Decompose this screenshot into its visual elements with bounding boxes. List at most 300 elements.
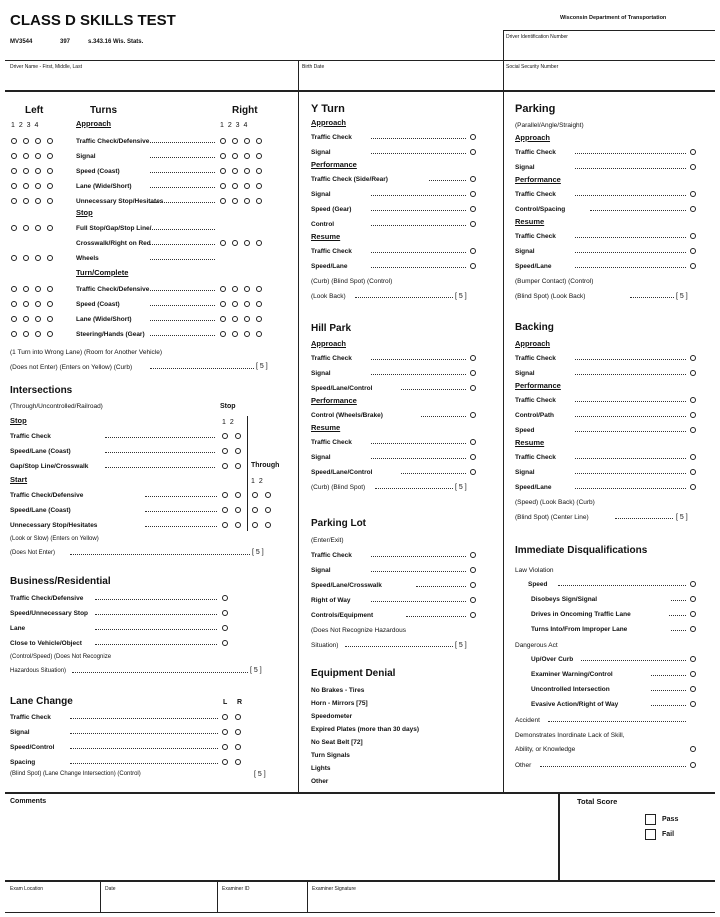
score-bubble[interactable] <box>47 301 53 307</box>
turns-item: Unnecessary Stop/Hesitates <box>76 198 164 205</box>
score-bubble[interactable] <box>470 454 476 460</box>
score-bubble[interactable] <box>35 183 41 189</box>
score-bubble[interactable] <box>220 316 226 322</box>
score-bubble[interactable] <box>11 225 17 231</box>
business-item: Speed/Unnecessary Stop <box>10 610 89 617</box>
parking-lot-subtitle: (Enter/Exit) <box>311 537 344 544</box>
parking-lot-item: Controls/Equipment <box>311 612 374 619</box>
turns-stop-header: Stop <box>76 208 93 217</box>
divider <box>307 882 308 912</box>
score-bubble[interactable] <box>690 191 696 197</box>
law-violation-item: Drives in Oncoming Traffic Lane <box>531 611 631 618</box>
score-bubble[interactable] <box>35 225 41 231</box>
left-columns: 1 2 3 4 <box>11 122 39 129</box>
score-bubble[interactable] <box>222 640 228 646</box>
leader <box>590 205 686 211</box>
score-bubble[interactable] <box>235 448 241 454</box>
intersections-note-1: (Look or Slow) (Enters on Yellow) <box>10 536 99 542</box>
score-bubble[interactable] <box>47 138 53 144</box>
driver-name-field[interactable] <box>10 72 294 88</box>
score-bubble[interactable] <box>23 286 29 292</box>
parking-lot-item: Traffic Check <box>311 552 352 559</box>
score-bubble[interactable] <box>244 286 250 292</box>
parking-subtitle: (Parallel/Angle/Straight) <box>515 122 584 129</box>
score-bubble[interactable] <box>47 153 53 159</box>
score-bubble[interactable] <box>222 448 228 454</box>
dangerous-act-label: Dangerous Act <box>515 642 558 649</box>
equipment-item: Other <box>311 778 329 785</box>
score-bubble[interactable] <box>222 729 228 735</box>
score-bubble[interactable] <box>11 316 17 322</box>
leader <box>72 667 248 673</box>
driver-id-field[interactable] <box>506 42 711 58</box>
leader <box>371 354 466 360</box>
agency-name: Wisconsin Department of Transportation <box>560 15 667 21</box>
score-bubble[interactable] <box>256 286 262 292</box>
score-bubble[interactable] <box>690 671 696 677</box>
backing-note-1: (Speed) (Look Back) (Curb) <box>515 499 595 506</box>
leader <box>150 363 254 369</box>
y-turn-score: [ 5 ] <box>455 293 467 300</box>
equipment-item: No Brakes - Tires <box>311 687 365 694</box>
score-bubble[interactable] <box>235 714 241 720</box>
inordinate-label-1: Demonstrates Inordinate Lack of Skill, <box>515 732 625 739</box>
leader <box>651 700 686 706</box>
y-turn-title: Y Turn <box>311 103 345 115</box>
leader <box>671 595 686 601</box>
score-bubble[interactable] <box>690 581 696 587</box>
intersections-subtitle: (Through/Uncontrolled/Railroad) <box>10 403 103 410</box>
score-bubble[interactable] <box>256 331 262 337</box>
parking-lot-title: Parking Lot <box>311 518 367 529</box>
score-bubble[interactable] <box>47 255 53 261</box>
score-bubble[interactable] <box>256 316 262 322</box>
leader <box>421 411 466 417</box>
divider <box>5 912 715 913</box>
score-bubble[interactable] <box>690 701 696 707</box>
score-bubble[interactable] <box>220 138 226 144</box>
score-bubble[interactable] <box>23 301 29 307</box>
leader <box>371 133 466 139</box>
score-bubble[interactable] <box>11 168 17 174</box>
score-bubble[interactable] <box>222 492 228 498</box>
score-bubble[interactable] <box>470 439 476 445</box>
score-bubble[interactable] <box>690 626 696 632</box>
score-bubble[interactable] <box>265 507 271 513</box>
hill-park-performance-header: Performance <box>311 396 357 405</box>
business-score: [ 5 ] <box>250 667 262 674</box>
column-divider <box>247 416 248 531</box>
score-bubble[interactable] <box>690 412 696 418</box>
parking-item: Traffic Check <box>515 233 556 240</box>
birth-date-field[interactable] <box>302 72 498 88</box>
score-bubble[interactable] <box>252 507 258 513</box>
score-bubble[interactable] <box>35 255 41 261</box>
score-bubble[interactable] <box>470 612 476 618</box>
score-bubble[interactable] <box>256 240 262 246</box>
fail-checkbox[interactable] <box>645 829 656 840</box>
score-bubble[interactable] <box>690 454 696 460</box>
equipment-item: Horn - Mirrors [75] <box>311 700 368 707</box>
lane-change-score: [ 5 ] <box>254 771 266 778</box>
score-bubble[interactable] <box>232 331 238 337</box>
score-bubble[interactable] <box>232 301 238 307</box>
turns-item: Steering/Hands (Gear) <box>76 331 145 338</box>
score-bubble[interactable] <box>470 552 476 558</box>
y-turn-item: Control <box>311 221 335 228</box>
score-bubble[interactable] <box>244 301 250 307</box>
hill-park-note: (Curb) (Blind Spot) <box>311 484 366 491</box>
score-bubble[interactable] <box>47 286 53 292</box>
lane-change-item: Signal <box>10 729 30 736</box>
score-bubble[interactable] <box>11 286 17 292</box>
equipment-item: Expired Plates (more than 30 days) <box>311 726 420 733</box>
dangerous-act-item: Evasive Action/Right of Way <box>531 701 619 708</box>
turns-item: Crosswalk/Right on Red <box>76 240 151 247</box>
score-bubble[interactable] <box>220 168 226 174</box>
score-bubble[interactable] <box>244 183 250 189</box>
score-bubble[interactable] <box>235 522 241 528</box>
score-bubble[interactable] <box>23 225 29 231</box>
score-bubble[interactable] <box>232 138 238 144</box>
equipment-title: Equipment Denial <box>311 668 396 679</box>
comments-label: Comments <box>10 798 47 805</box>
turns-item: Traffic Check/Defensive <box>76 286 150 293</box>
score-bubble[interactable] <box>220 331 226 337</box>
pass-checkbox[interactable] <box>645 814 656 825</box>
law-violation-label: Law Violation <box>515 567 554 574</box>
backing-item: Speed/Lane <box>515 484 552 491</box>
score-bubble[interactable] <box>47 183 53 189</box>
right-columns: 1 2 3 4 <box>220 122 248 129</box>
leader <box>575 369 686 375</box>
score-bubble[interactable] <box>256 198 262 204</box>
score-bubble[interactable] <box>222 744 228 750</box>
turns-approach-header: Approach <box>76 119 112 128</box>
intersection-start-item: Unnecessary Stop/Hesitates <box>10 522 98 529</box>
parking-item: Signal <box>515 164 535 171</box>
driver-id-label: Driver Identification Number <box>506 34 568 40</box>
date-label: Date <box>105 886 116 892</box>
score-bubble[interactable] <box>256 183 262 189</box>
leader <box>375 483 453 489</box>
score-bubble[interactable] <box>23 138 29 144</box>
score-bubble[interactable] <box>35 138 41 144</box>
score-bubble[interactable] <box>470 582 476 588</box>
score-bubble[interactable] <box>11 331 17 337</box>
score-bubble[interactable] <box>23 168 29 174</box>
score-bubble[interactable] <box>244 138 250 144</box>
score-bubble[interactable] <box>470 370 476 376</box>
score-bubble[interactable] <box>252 522 258 528</box>
ssn-field[interactable] <box>506 72 711 88</box>
score-bubble[interactable] <box>35 153 41 159</box>
leader <box>371 596 466 602</box>
score-bubble[interactable] <box>256 301 262 307</box>
score-bubble[interactable] <box>690 149 696 155</box>
score-bubble[interactable] <box>690 355 696 361</box>
score-bubble[interactable] <box>11 301 17 307</box>
backing-item: Signal <box>515 370 535 377</box>
score-bubble[interactable] <box>220 183 226 189</box>
hill-park-item: Traffic Check <box>311 439 352 446</box>
law-violation-item: Speed <box>528 581 548 588</box>
score-bubble[interactable] <box>244 168 250 174</box>
leader <box>150 197 215 203</box>
score-bubble[interactable] <box>220 153 226 159</box>
divider <box>5 60 715 61</box>
leader <box>150 239 215 245</box>
score-bubble[interactable] <box>690 164 696 170</box>
total-score-label: Total Score <box>577 797 618 806</box>
leader <box>581 655 686 661</box>
business-item: Traffic Check/Defensive <box>10 595 84 602</box>
score-bubble[interactable] <box>35 301 41 307</box>
dangerous-act-item: Up/Over Curb <box>531 656 574 663</box>
score-bubble[interactable] <box>690 762 696 768</box>
score-bubble[interactable] <box>470 469 476 475</box>
score-bubble[interactable] <box>23 153 29 159</box>
score-bubble[interactable] <box>470 412 476 418</box>
leader <box>575 247 686 253</box>
score-bubble[interactable] <box>265 492 271 498</box>
score-bubble[interactable] <box>690 206 696 212</box>
score-bubble[interactable] <box>222 759 228 765</box>
law-violation-item: Turns Into/From Improper Lane <box>531 626 628 633</box>
score-bubble[interactable] <box>47 331 53 337</box>
score-bubble[interactable] <box>690 263 696 269</box>
equipment-item: Lights <box>311 765 331 772</box>
score-bubble[interactable] <box>690 656 696 662</box>
score-bubble[interactable] <box>232 153 238 159</box>
exam-location-label: Exam Location <box>10 886 44 892</box>
intersection-start-item: Traffic Check/Defensive <box>10 492 84 499</box>
intersections-start-header: Start <box>10 475 28 484</box>
score-bubble[interactable] <box>35 168 41 174</box>
parking-item: Signal <box>515 248 535 255</box>
leader <box>371 369 466 375</box>
score-bubble[interactable] <box>222 507 228 513</box>
score-bubble[interactable] <box>470 206 476 212</box>
turns-note-1: (1 Turn into Wrong Lane) (Room for Another Vehicle) <box>10 349 162 356</box>
score-bubble[interactable] <box>220 198 226 204</box>
score-bubble[interactable] <box>256 138 262 144</box>
score-bubble[interactable] <box>690 370 696 376</box>
score-bubble[interactable] <box>690 484 696 490</box>
score-bubble[interactable] <box>222 714 228 720</box>
form-title: CLASS D SKILLS TEST <box>10 12 176 29</box>
score-bubble[interactable] <box>222 625 228 631</box>
parking-note-2: (Blind Spot) (Look Back) <box>515 293 586 300</box>
score-bubble[interactable] <box>244 316 250 322</box>
score-bubble[interactable] <box>232 198 238 204</box>
score-bubble[interactable] <box>235 507 241 513</box>
divider <box>558 792 560 880</box>
score-bubble[interactable] <box>470 149 476 155</box>
score-bubble[interactable] <box>232 316 238 322</box>
score-bubble[interactable] <box>235 729 241 735</box>
score-bubble[interactable] <box>35 331 41 337</box>
intersections-stop-header: Stop <box>10 416 27 425</box>
backing-item: Traffic Check <box>515 397 556 404</box>
score-bubble[interactable] <box>23 316 29 322</box>
turns-header: Turns <box>90 105 118 116</box>
leader <box>371 205 466 211</box>
score-bubble[interactable] <box>470 248 476 254</box>
score-bubble[interactable] <box>265 522 271 528</box>
score-bubble[interactable] <box>11 153 17 159</box>
stop-column-numbers: 1 2 <box>222 419 234 426</box>
leader <box>558 580 686 586</box>
leader <box>150 152 215 158</box>
y-turn-item: Signal <box>311 149 331 156</box>
column-divider <box>503 92 504 792</box>
intersection-stop-item: Gap/Stop Line/Crosswalk <box>10 463 89 470</box>
score-bubble[interactable] <box>232 168 238 174</box>
hill-park-item: Traffic Check <box>311 355 352 362</box>
leader <box>416 581 466 587</box>
score-bubble[interactable] <box>222 522 228 528</box>
score-bubble[interactable] <box>235 463 241 469</box>
score-bubble[interactable] <box>220 240 226 246</box>
score-bubble[interactable] <box>222 433 228 439</box>
score-bubble[interactable] <box>690 611 696 617</box>
score-bubble[interactable] <box>470 385 476 391</box>
parking-item: Speed/Lane <box>515 263 552 270</box>
score-bubble[interactable] <box>35 286 41 292</box>
score-bubble[interactable] <box>470 176 476 182</box>
lane-change-item: Speed/Control <box>10 744 55 751</box>
score-bubble[interactable] <box>244 331 250 337</box>
score-bubble[interactable] <box>232 183 238 189</box>
score-bubble[interactable] <box>690 686 696 692</box>
score-bubble[interactable] <box>235 433 241 439</box>
score-bubble[interactable] <box>23 183 29 189</box>
score-bubble[interactable] <box>220 301 226 307</box>
score-bubble[interactable] <box>47 225 53 231</box>
score-bubble[interactable] <box>11 138 17 144</box>
score-bubble[interactable] <box>470 597 476 603</box>
score-bubble[interactable] <box>47 198 53 204</box>
leader <box>575 453 686 459</box>
lane-change-r: R <box>237 699 243 706</box>
score-bubble[interactable] <box>690 746 696 752</box>
score-bubble[interactable] <box>23 255 29 261</box>
score-bubble[interactable] <box>690 248 696 254</box>
score-bubble[interactable] <box>47 168 53 174</box>
score-bubble[interactable] <box>11 198 17 204</box>
backing-item: Control/Path <box>515 412 554 419</box>
y-turn-item: Speed/Lane <box>311 263 348 270</box>
score-bubble[interactable] <box>690 233 696 239</box>
turns-item: Lane (Wide/Short) <box>76 183 132 190</box>
score-bubble[interactable] <box>23 198 29 204</box>
leader <box>371 190 466 196</box>
turns-complete-header: Turn/Complete <box>76 268 129 277</box>
score-bubble[interactable] <box>244 240 250 246</box>
leader <box>371 262 466 268</box>
score-bubble[interactable] <box>235 744 241 750</box>
score-bubble[interactable] <box>222 595 228 601</box>
score-bubble[interactable] <box>252 492 258 498</box>
score-bubble[interactable] <box>222 610 228 616</box>
score-bubble[interactable] <box>11 183 17 189</box>
score-bubble[interactable] <box>690 397 696 403</box>
leader <box>145 521 217 527</box>
leader <box>95 594 217 600</box>
lane-change-title: Lane Change <box>10 696 73 707</box>
leader <box>371 551 466 557</box>
score-bubble[interactable] <box>222 463 228 469</box>
parking-approach-header: Approach <box>515 133 551 142</box>
score-bubble[interactable] <box>11 255 17 261</box>
score-bubble[interactable] <box>470 355 476 361</box>
comments-field[interactable] <box>10 808 555 878</box>
dangerous-act-item: Uncontrolled Intersection <box>531 686 610 693</box>
leader <box>651 670 686 676</box>
score-bubble[interactable] <box>690 596 696 602</box>
intersections-score: [ 5 ] <box>252 549 264 556</box>
score-bubble[interactable] <box>232 286 238 292</box>
divider <box>5 792 715 794</box>
score-bubble[interactable] <box>690 427 696 433</box>
y-turn-item: Traffic Check <box>311 248 352 255</box>
score-bubble[interactable] <box>256 168 262 174</box>
score-bubble[interactable] <box>244 153 250 159</box>
score-bubble[interactable] <box>690 469 696 475</box>
leader <box>105 462 215 468</box>
score-bubble[interactable] <box>256 153 262 159</box>
score-bubble[interactable] <box>232 240 238 246</box>
turns-score: [ 5 ] <box>256 363 268 370</box>
divider <box>217 882 218 912</box>
score-bubble[interactable] <box>470 567 476 573</box>
score-bubble[interactable] <box>244 198 250 204</box>
score-bubble[interactable] <box>23 331 29 337</box>
leader <box>575 262 686 268</box>
turns-item: Wheels <box>76 255 99 262</box>
intersection-stop-item: Traffic Check <box>10 433 51 440</box>
turns-item: Full Stop/Gap/Stop Line/ <box>76 225 152 232</box>
score-bubble[interactable] <box>470 134 476 140</box>
leader <box>575 354 686 360</box>
backing-score: [ 5 ] <box>676 514 688 521</box>
score-bubble[interactable] <box>35 198 41 204</box>
score-bubble[interactable] <box>470 263 476 269</box>
y-turn-item: Speed (Gear) <box>311 206 352 213</box>
score-bubble[interactable] <box>35 316 41 322</box>
business-item: Lane <box>10 625 26 632</box>
score-bubble[interactable] <box>235 492 241 498</box>
score-bubble[interactable] <box>220 286 226 292</box>
lane-change-item: Traffic Check <box>10 714 51 721</box>
score-bubble[interactable] <box>470 221 476 227</box>
backing-item: Signal <box>515 469 535 476</box>
leader <box>150 137 215 143</box>
score-bubble[interactable] <box>47 316 53 322</box>
leader <box>150 285 215 291</box>
statute-reference: s.343.16 Wis. Stats. <box>88 39 144 45</box>
lane-change-note: (Blind Spot) (Lane Change Intersection) (Control) <box>10 771 141 777</box>
score-bubble[interactable] <box>235 759 241 765</box>
business-title: Business/Residential <box>10 576 111 587</box>
leader <box>630 292 674 298</box>
score-bubble[interactable] <box>470 191 476 197</box>
turns-item: Speed (Coast) <box>76 301 120 308</box>
leader <box>371 453 466 459</box>
parking-item: Traffic Check <box>515 149 556 156</box>
leader <box>429 175 466 181</box>
